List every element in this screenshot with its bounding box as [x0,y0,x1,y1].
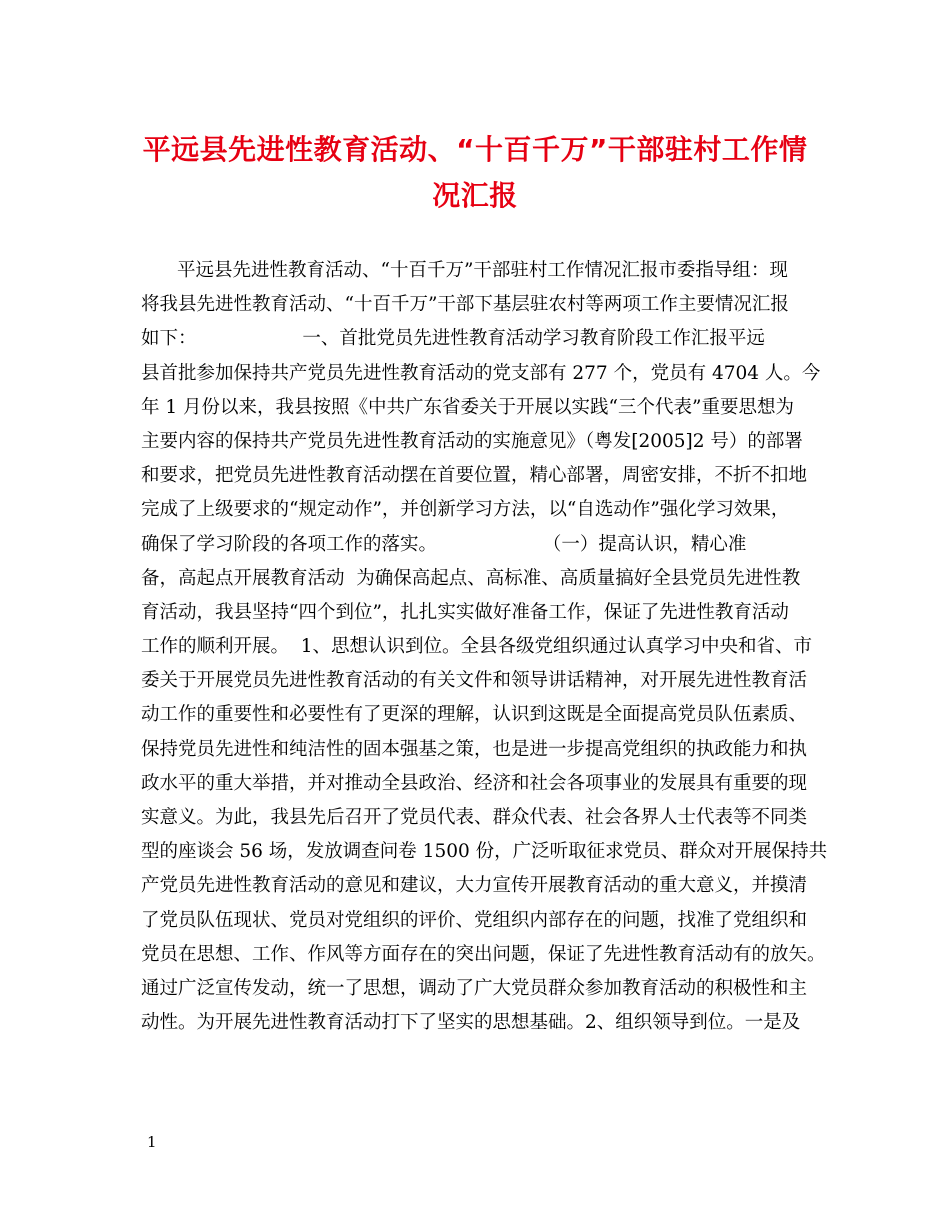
body-line: 如下： 一、首批党员先进性教育活动学习教育阶段工作汇报平远 [141,328,765,350]
body-line: 党员在思想、工作、作风等方面存在的突出问题，保证了先进性教育活动有的放矢。 [141,943,826,965]
body-line: 工作的顺利开展。 1、思想认识到位。全县各级党组织通过认真学习中央和省、市 [141,636,813,658]
body-line: 委关于开展党员先进性教育活动的有关文件和领导讲话精神，对开展先进性教育活 [141,670,808,692]
document-body [141,254,831,1040]
title-line-2: 况汇报 [432,179,518,212]
body-line: 备，高起点开展教育活动 为确保高起点、高标准、高质量搞好全县党员先进性教 [141,567,801,589]
body-line: 产党员先进性教育活动的意见和建议，大力宣传开展教育活动的重大意义，并摸清 [141,875,808,897]
body-line: 将我县先进性教育活动、“十百千万”干部下基层驻农村等两项工作主要情况汇报 [141,294,789,316]
body-line: 了党员队伍现状、党员对党组织的评价、党组织内部存在的问题，找准了党组织和 [141,909,808,931]
body-line: 完成了上级要求的“规定动作”，并创新学习方法，以“自选动作”强化学习效果， [141,499,790,521]
body-line: 主要内容的保持共产党员先进性教育活动的实施意见》（粤发[2005]2 号）的部署 [141,430,803,452]
body-line: 政水平的重大举措，并对推动全县政治、经济和社会各项事业的发展具有重要的现 [141,772,808,794]
body-line: 动性。为开展先进性教育活动打下了坚实的思想基础。2、组织领导到位。一是及 [141,1012,801,1034]
body-line: 实意义。为此，我县先后召开了党员代表、群众代表、社会各界人士代表等不同类 [141,807,808,828]
document-title [120,127,830,219]
body-line: 确保了学习阶段的各项工作的落实。 （一）提高认识，精心准 [141,533,747,555]
body-line: 动工作的重要性和必要性有了更深的理解，认识到这既是全面提高党员队伍素质、 [141,704,808,726]
body-line: 保持党员先进性和纯洁性的固本强基之策，也是进一步提高党组织的执政能力和执 [141,738,808,760]
body-line: 型的座谈会 56 场，发放调查问卷 1500 份，广泛听取征求党员、群众对开展保持共 [141,841,828,863]
page-number: 1 [147,1133,157,1151]
body-line: 通过广泛宣传发动，统一了思想，调动了广大党员群众参加教育活动的积极性和主 [141,977,808,999]
body-line: 县首批参加保持共产党员先进性教育活动的党支部有 277 个，党员有 4704 人。今 [141,362,821,384]
body-line: 平远县先进性教育活动、“十百千万”干部驻村工作情况汇报市委指导组：现 [177,260,788,281]
body-line: 和要求，把党员先进性教育活动摆在首要位置，精心部署，周密安排，不折不扣地 [141,465,808,487]
body-line: 年 1 月份以来，我县按照《中共广东省委关于开展以实践“三个代表”重要思想为 [141,396,794,418]
title-line-1: 平远县先进性教育活动、“十百千万”干部驻村工作情 [142,133,808,166]
body-line: 育活动，我县坚持“四个到位”，扎扎实实做好准备工作，保证了先进性教育活动 [141,601,789,623]
